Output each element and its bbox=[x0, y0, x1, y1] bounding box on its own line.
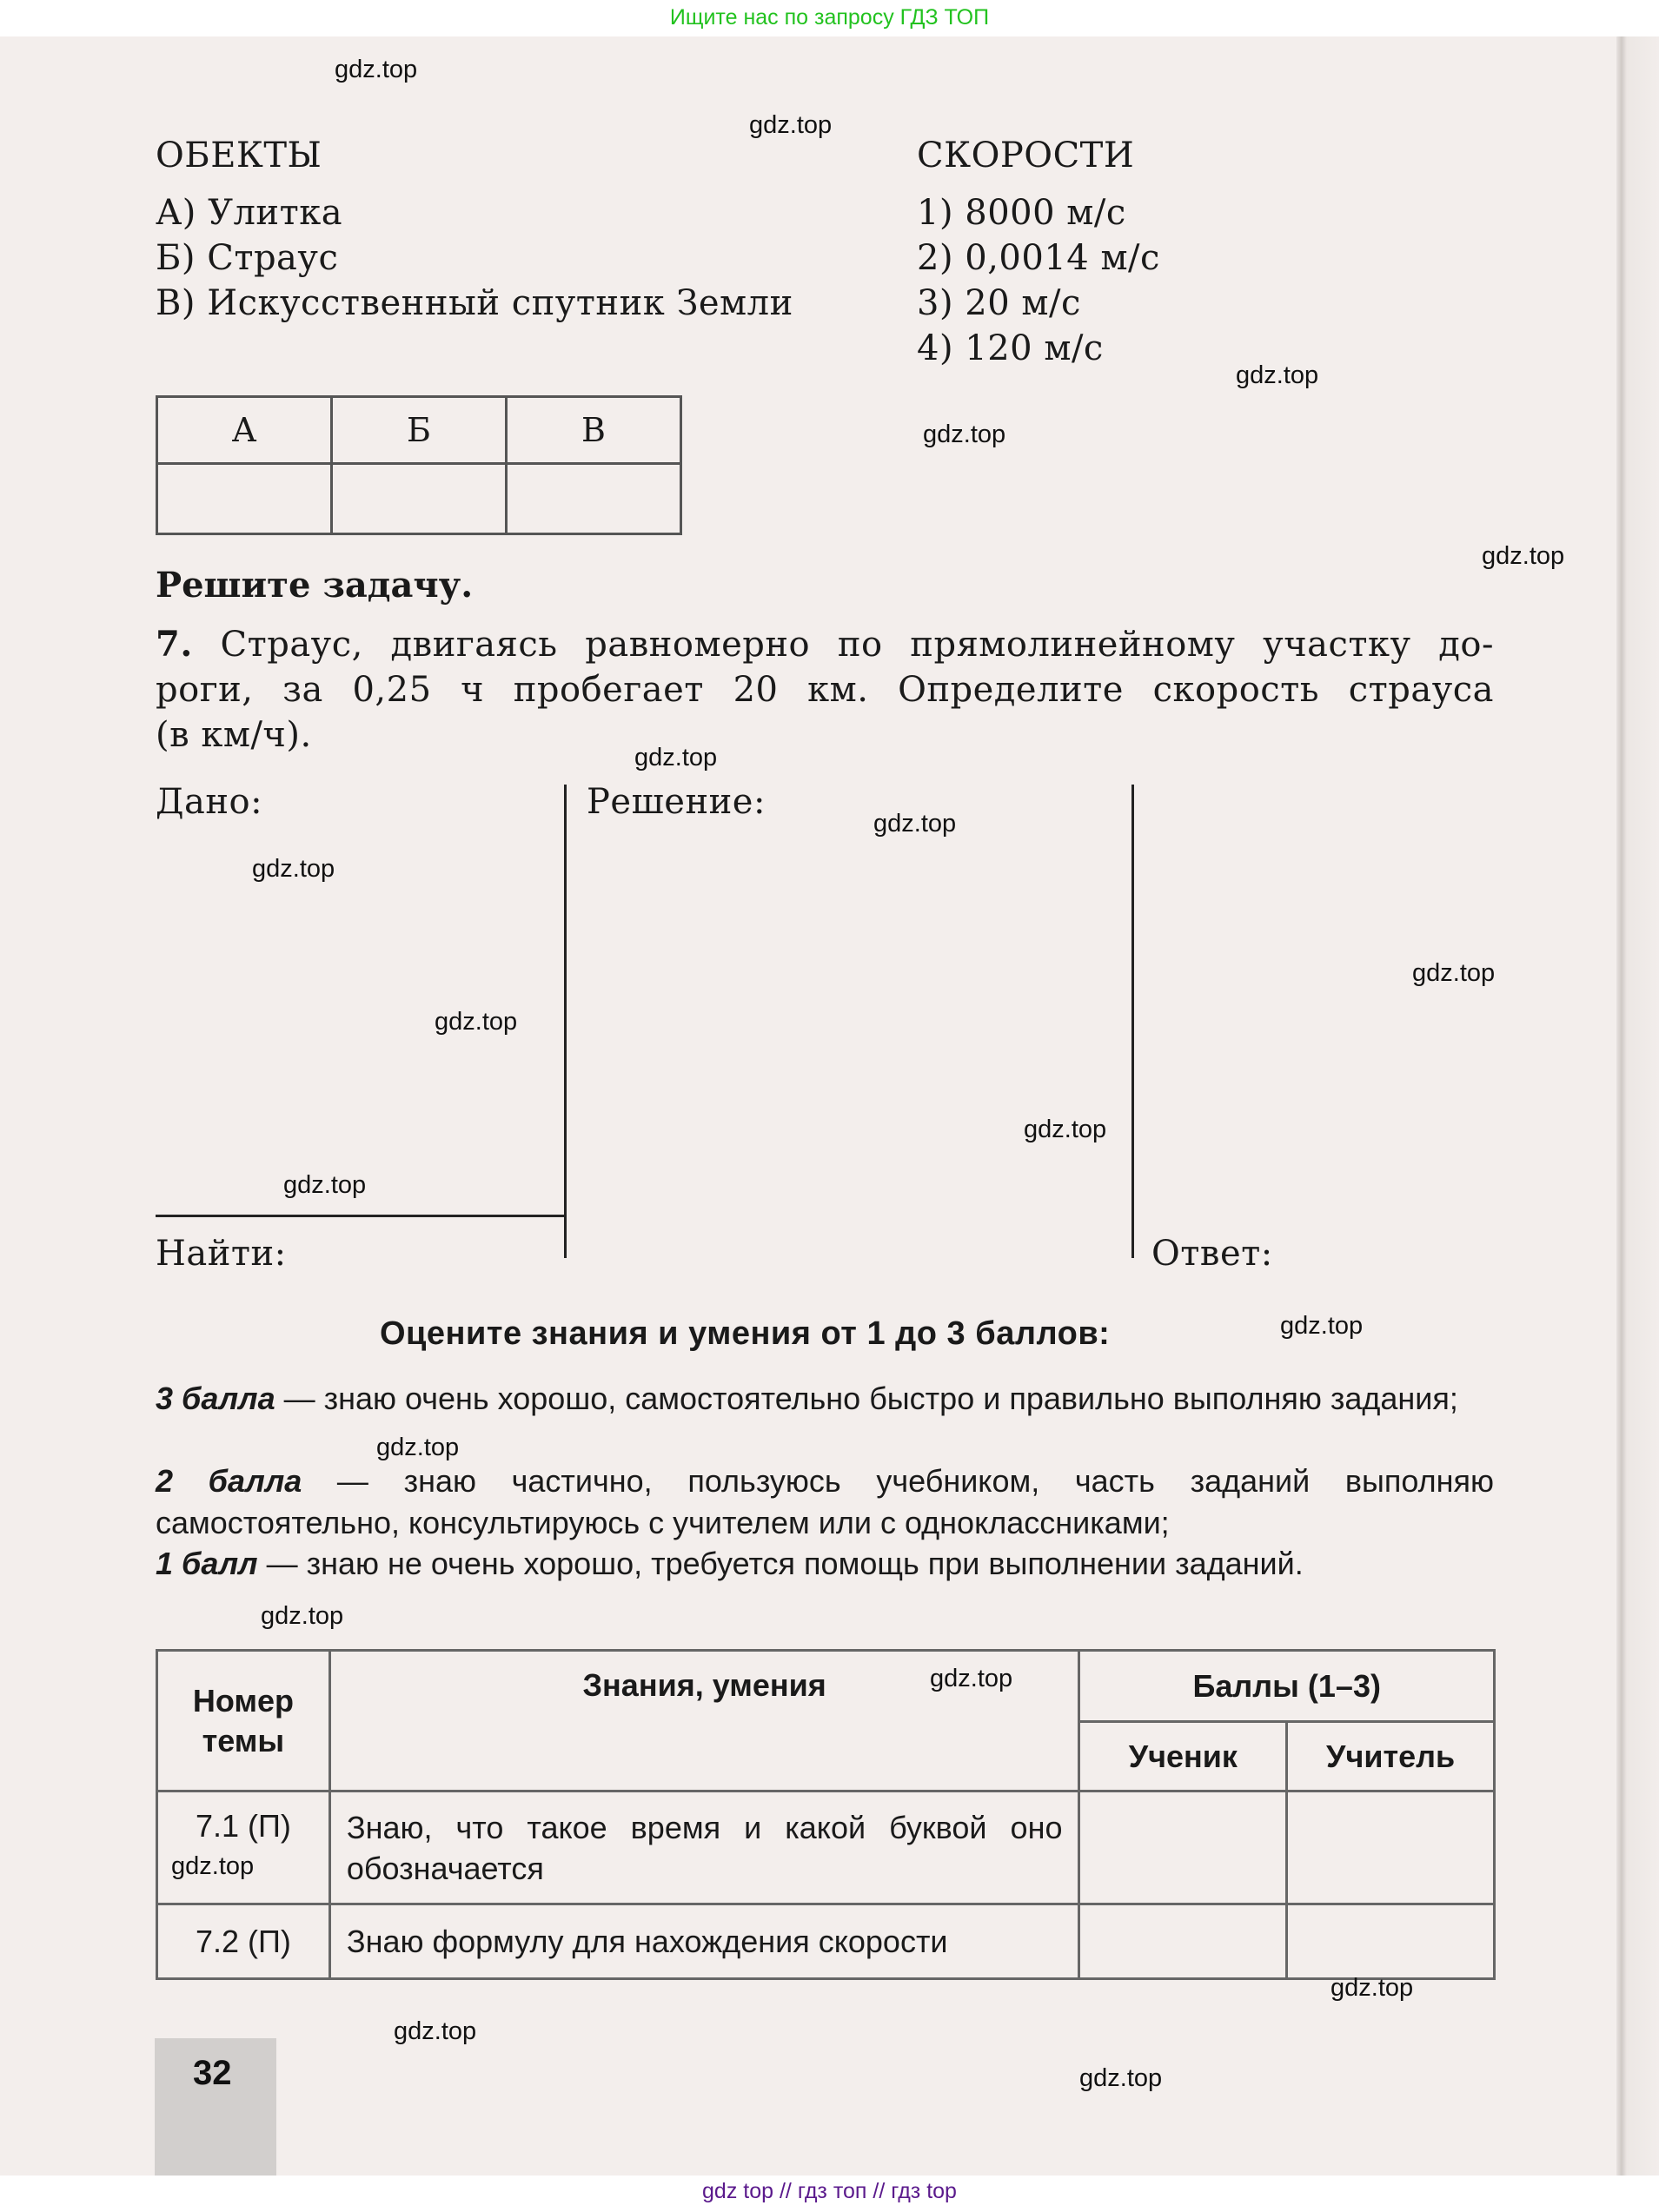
rating-level-1-label: 1 балл bbox=[156, 1546, 258, 1581]
page-gutter-shadow bbox=[1616, 36, 1659, 2176]
task-line: роги, за 0,25 ч пробегает 20 км. Определите скорость страуса bbox=[156, 670, 1494, 710]
task-number: 7. bbox=[156, 624, 193, 665]
objects-header: ОБЕКТЫ bbox=[156, 136, 322, 176]
rating-level-2-text: — знаю частично, пользуюсь учебником, часть заданий выполняю самостоятельно, консультируюсь с учителем или с одноклассниками; bbox=[156, 1463, 1494, 1540]
answer-cell-b[interactable] bbox=[332, 464, 507, 534]
col-teacher-header: Учитель bbox=[1287, 1722, 1495, 1791]
row-student-score[interactable] bbox=[1079, 1791, 1287, 1904]
speeds-header: СКОРОСТИ bbox=[917, 136, 1135, 176]
col-topic-header: Номер темы bbox=[157, 1651, 330, 1791]
watermark: gdz.top bbox=[252, 855, 335, 883]
watermark: gdz.top bbox=[634, 744, 718, 772]
table-row bbox=[157, 1904, 1495, 1979]
watermark: gdz.top bbox=[261, 1602, 344, 1630]
watermark: gdz.top bbox=[1412, 959, 1496, 987]
watermark: gdz.top bbox=[394, 2017, 477, 2045]
row-topic: 7.1 (П) bbox=[157, 1791, 330, 1904]
rating-level-3 bbox=[156, 1378, 1494, 1420]
speed-item: 3) 20 м/с bbox=[917, 283, 1081, 323]
rating-level-2-label: 2 балла bbox=[156, 1463, 302, 1499]
given-find-divider bbox=[156, 1215, 566, 1217]
answer-cell-v[interactable] bbox=[507, 464, 681, 534]
rating-heading: Оцените знания и умения от 1 до 3 баллов: bbox=[380, 1315, 1111, 1352]
watermark: gdz.top bbox=[930, 1665, 1013, 1692]
answer-cell-a[interactable] bbox=[157, 464, 332, 534]
matching-answer-table bbox=[156, 395, 682, 535]
watermark: gdz.top bbox=[1024, 1116, 1107, 1143]
speed-item: 1) 8000 м/с bbox=[917, 193, 1126, 233]
speed-item: 4) 120 м/с bbox=[917, 328, 1104, 368]
find-label: Найти: bbox=[156, 1234, 287, 1274]
task-line: (в км/ч). bbox=[156, 715, 312, 755]
rating-level-1-text: — знаю не очень хорошо, требуется помощь при выполнении заданий. bbox=[257, 1546, 1304, 1581]
watermark: gdz.top bbox=[749, 111, 833, 139]
rating-level-2 bbox=[156, 1460, 1494, 1543]
watermark: gdz.top bbox=[873, 810, 957, 838]
table-row bbox=[157, 1791, 1495, 1904]
speed-item: 2) 0,0014 м/с bbox=[917, 238, 1160, 278]
row-skill: Знаю формулу для нахождения скорости bbox=[329, 1904, 1079, 1979]
top-banner-text[interactable]: Ищите нас по запросу ГДЗ ТОП bbox=[669, 5, 990, 30]
object-item: В) Искусственный спутник Земли bbox=[156, 283, 793, 323]
col-skills-header: Знания, умения bbox=[329, 1651, 1079, 1791]
task-text bbox=[156, 622, 1494, 758]
bottom-banner bbox=[0, 2176, 1659, 2212]
col-points-header: Баллы (1–3) bbox=[1079, 1651, 1495, 1722]
row-skill: Знаю, что такое время и какой буквой оно обозначается bbox=[329, 1791, 1079, 1904]
bottom-banner-text[interactable]: gdz top // гдз топ // гдз top bbox=[702, 2179, 957, 2203]
row-teacher-score[interactable] bbox=[1287, 1904, 1495, 1979]
object-item: А) Улитка bbox=[156, 193, 343, 233]
row-teacher-score[interactable] bbox=[1287, 1791, 1495, 1904]
rating-level-3-text: — знаю очень хорошо, самостоятельно быстро и правильно выполняю задания; bbox=[275, 1381, 1458, 1416]
solution-label: Решение: bbox=[587, 782, 766, 822]
answer-label: Ответ: bbox=[1151, 1234, 1273, 1274]
col-student-header: Ученик bbox=[1079, 1722, 1287, 1791]
watermark: gdz.top bbox=[1236, 361, 1319, 389]
given-label: Дано: bbox=[156, 782, 263, 822]
watermark: gdz.top bbox=[1331, 1974, 1414, 2002]
row-student-score[interactable] bbox=[1079, 1904, 1287, 1979]
answer-header-b: Б bbox=[332, 397, 507, 464]
top-banner bbox=[0, 0, 1659, 36]
rating-level-3-label: 3 балла bbox=[156, 1381, 275, 1416]
object-item: Б) Страус bbox=[156, 238, 339, 278]
self-assessment-table bbox=[156, 1649, 1496, 1980]
watermark: gdz.top bbox=[923, 421, 1006, 448]
watermark: gdz.top bbox=[435, 1008, 518, 1036]
given-solution-divider bbox=[564, 785, 567, 1258]
watermark: gdz.top bbox=[1079, 2064, 1163, 2092]
solution-answer-divider bbox=[1131, 785, 1134, 1258]
watermark: gdz.top bbox=[283, 1171, 367, 1199]
watermark: gdz.top bbox=[1482, 542, 1565, 570]
watermark: gdz.top bbox=[376, 1434, 460, 1461]
answer-header-v: В bbox=[507, 397, 681, 464]
watermark: gdz.top bbox=[171, 1852, 255, 1880]
row-topic: 7.2 (П) bbox=[157, 1904, 330, 1979]
watermark: gdz.top bbox=[335, 56, 418, 83]
rating-level-1 bbox=[156, 1543, 1494, 1585]
page-number: 32 bbox=[193, 2054, 232, 2092]
task-heading: Решите задачу. bbox=[156, 565, 474, 606]
watermark: gdz.top bbox=[1280, 1312, 1364, 1340]
task-line: Страус, двигаясь равномерно по прямолинейному участку до- bbox=[220, 625, 1494, 665]
answer-header-a: А bbox=[157, 397, 332, 464]
